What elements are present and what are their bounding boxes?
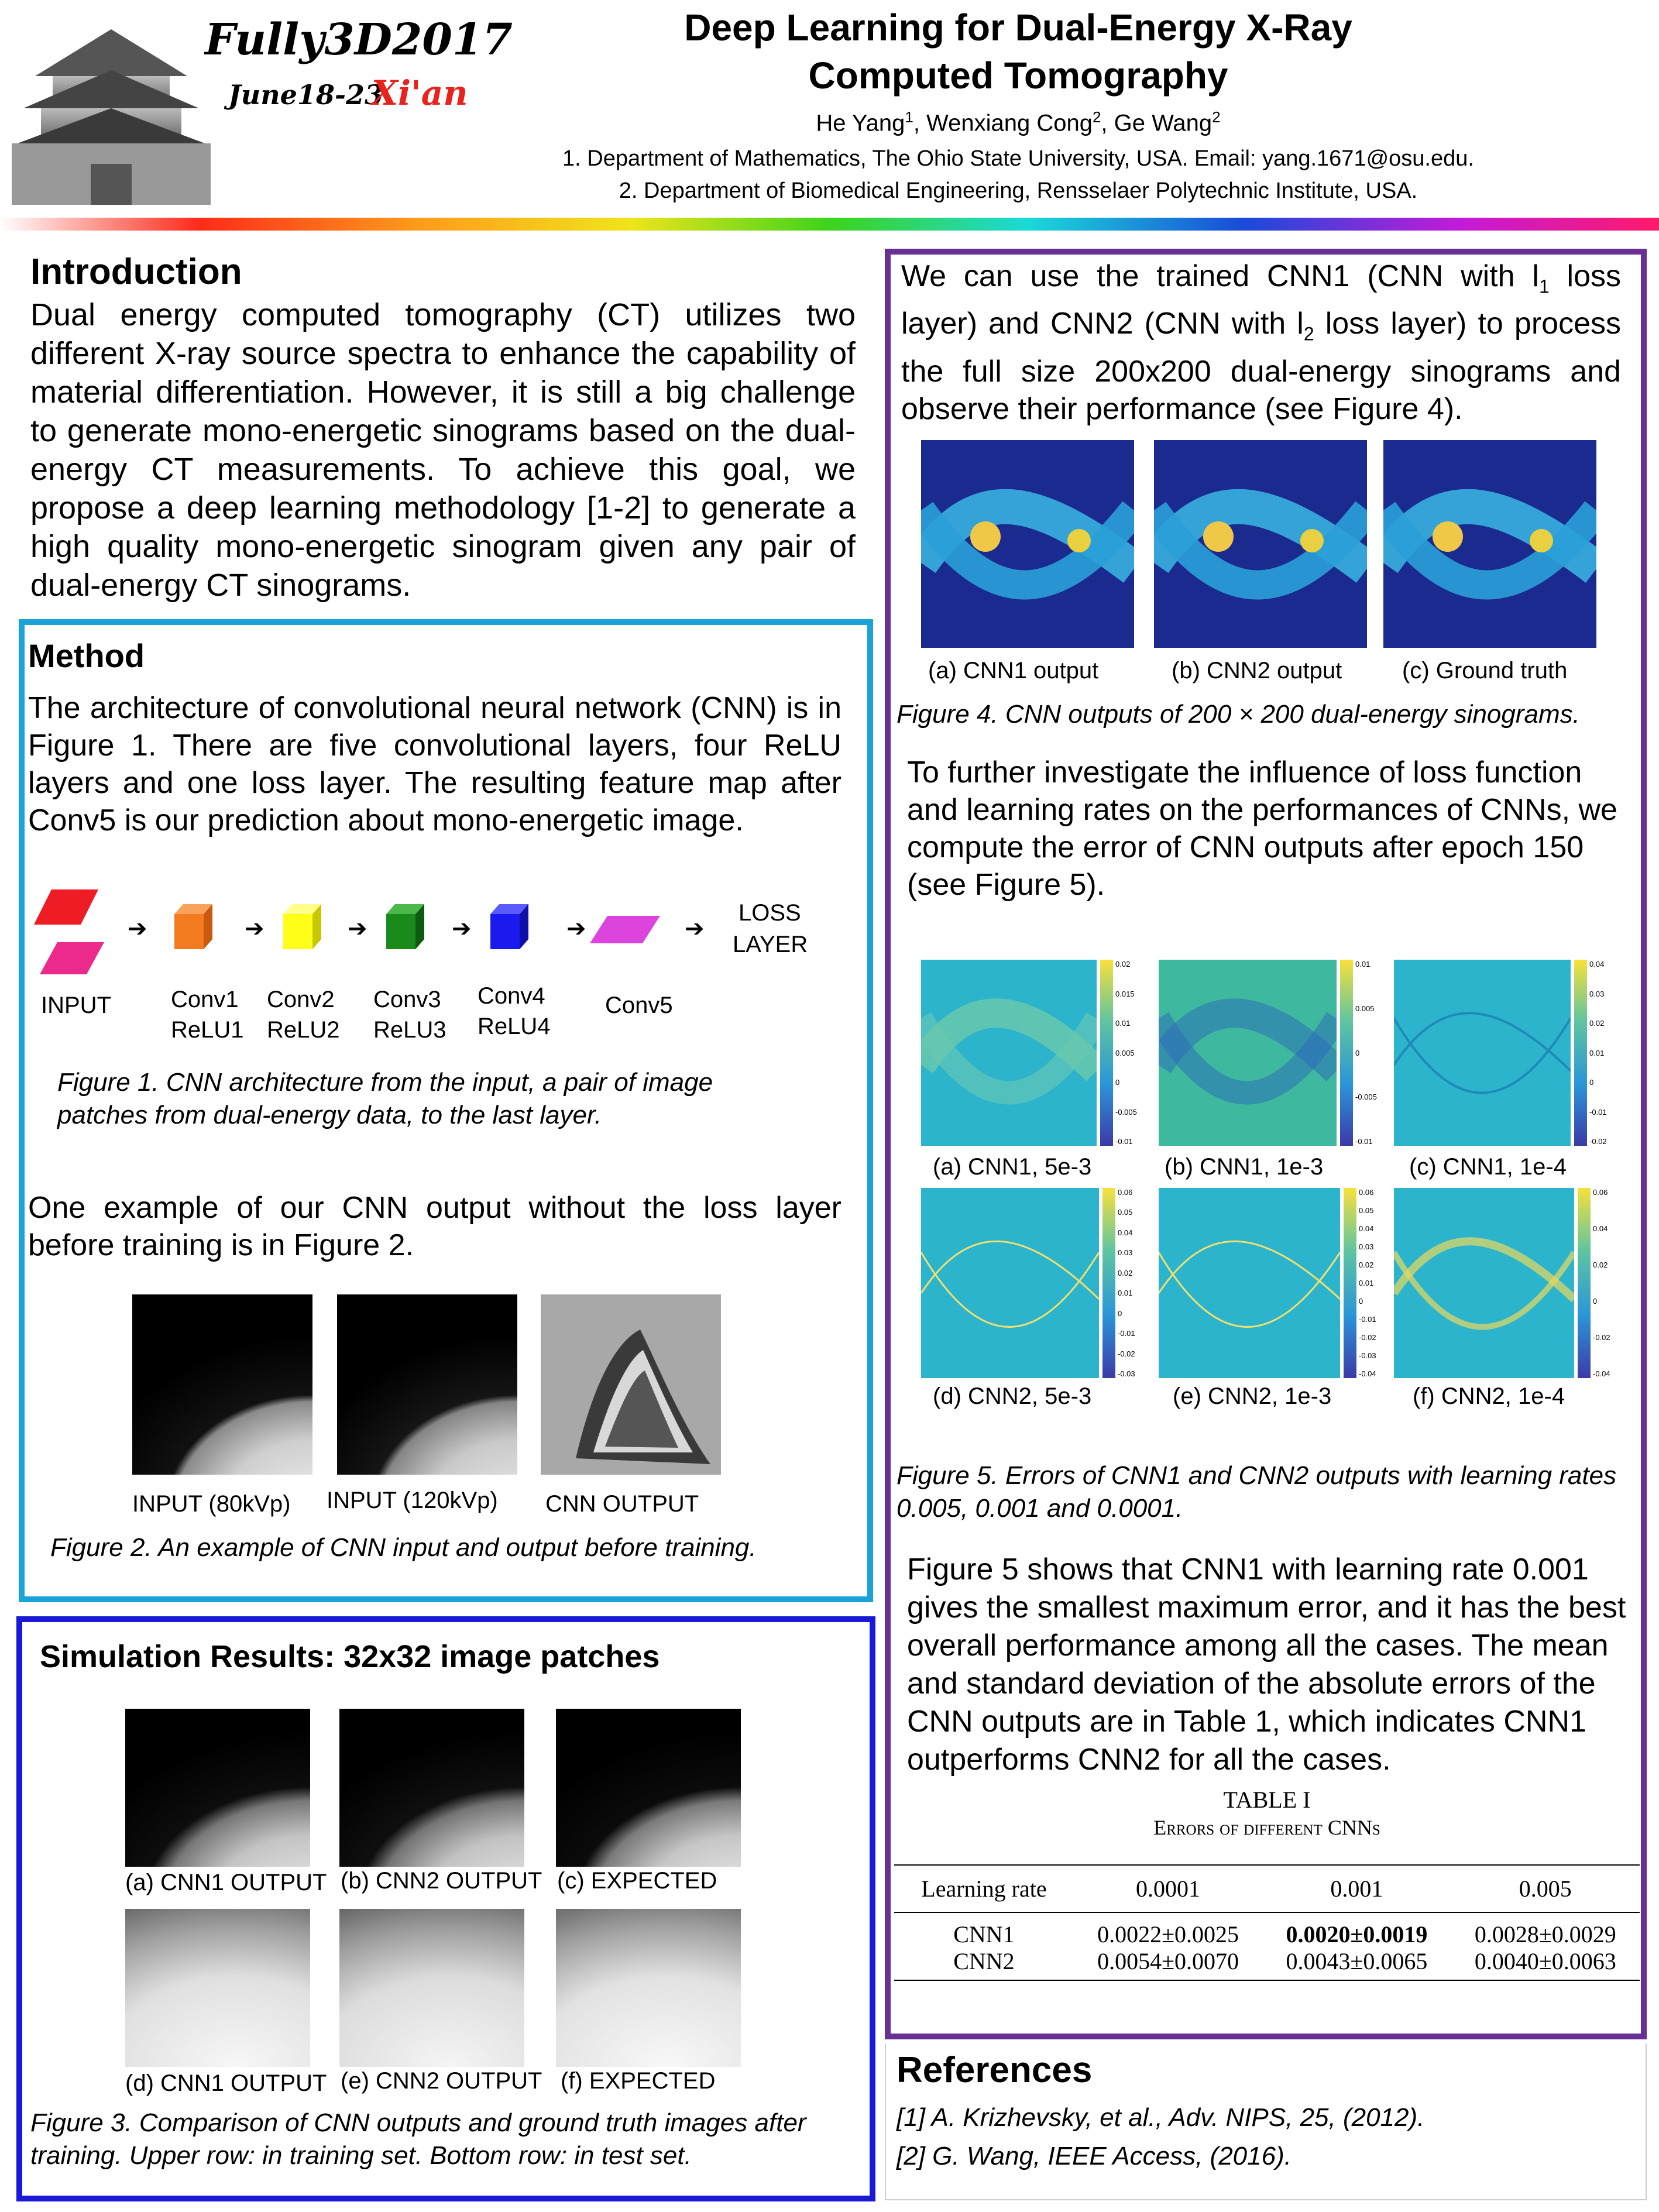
table-cell: 0.0054±0.0070: [1097, 1948, 1239, 1974]
cbar-tick: -0.04: [1593, 1369, 1610, 1378]
cbar-tick: -0.01: [1589, 1107, 1607, 1117]
fig5-label-a: (a) CNN1, 5e-3: [933, 1154, 1092, 1180]
layer-label-relu1: ReLU1: [171, 1017, 244, 1043]
cbar-tick: -0.02: [1359, 1333, 1376, 1342]
cbar-tick: -0.005: [1115, 1107, 1137, 1117]
fig4-label-b: (b) CNN2 output: [1172, 658, 1342, 683]
arrow-4: ➔: [452, 916, 472, 942]
arrow-3: ➔: [348, 916, 367, 942]
fig3-label-f: (f) EXPECTED: [561, 2068, 716, 2094]
fig5-b-ticks: [1355, 960, 1390, 1146]
cbar-tick: -0.02: [1118, 1349, 1135, 1358]
cbar-tick: 0.04: [1359, 1224, 1374, 1233]
cbar-tick: 0.01: [1359, 1279, 1374, 1287]
fig5-e-ticks: [1359, 1188, 1394, 1378]
cbar-tick: 0.01: [1115, 1019, 1131, 1028]
right-text-1-b: loss layer) and CNN2 (CNN with l: [901, 259, 1621, 341]
table-row: [894, 1912, 1640, 1948]
table-header-cell: 0.001: [1330, 1876, 1383, 1902]
logo-name: Fully3D2017: [205, 15, 513, 65]
arrow-6: ➔: [685, 916, 705, 942]
introduction-section: [30, 249, 856, 604]
cbar-tick: 0.06: [1593, 1188, 1608, 1197]
author-3-sup: 2: [1212, 108, 1221, 126]
fig5-e-error-map: [1159, 1188, 1340, 1378]
introduction-heading: Introduction: [30, 252, 242, 292]
cbar-tick: 0.03: [1118, 1248, 1133, 1258]
fig2-cnn-output-image: [541, 1294, 721, 1475]
cbar-tick: 0.06: [1118, 1188, 1133, 1197]
cbar-tick: 0.02: [1115, 960, 1131, 968]
fig3-cnn2-output-train-image: [339, 1709, 524, 1867]
fig5-b-error-map: [1159, 960, 1337, 1146]
table-cell: 0.0043±0.0065: [1286, 1948, 1428, 1974]
figure4-caption: Figure 4. CNN outputs of 200 × 200 dual-energy sinograms.: [897, 700, 1580, 729]
cbar-tick: 0.01: [1589, 1048, 1605, 1057]
fig2-label-cnn-output: CNN OUTPUT: [545, 1491, 699, 1517]
author-2: , Wenxiang Cong: [913, 110, 1093, 136]
logo: [12, 6, 513, 205]
right-text-1-sub1: 1: [1538, 276, 1550, 297]
cbar-tick: -0.01: [1355, 1137, 1373, 1146]
simulation-heading: Simulation Results: 32x32 image patches: [40, 1639, 660, 1674]
cbar-tick: -0.01: [1115, 1137, 1133, 1146]
poster-title-line1: Deep Learning for Dual-Energy X-Ray: [684, 6, 1352, 49]
conv3-cube-icon: [386, 904, 424, 949]
cbar-tick: 0.04: [1589, 960, 1605, 968]
figure2-caption: Figure 2. An example of CNN input and output before training.: [50, 1533, 757, 1562]
author-1: He Yang: [816, 110, 905, 136]
cbar-tick: -0.02: [1593, 1333, 1610, 1342]
table-cell: CNN1: [953, 1921, 1015, 1947]
table-cell: 0.0028±0.0029: [1474, 1921, 1616, 1947]
author-3: , Ge Wang: [1101, 110, 1213, 136]
poster-title-line2: Computed Tomography: [808, 54, 1228, 97]
fig4-ground-truth-image: [1383, 440, 1596, 648]
affiliation-2: 2. Department of Biomedical Engineering, Rensselaer Polytechnic Institute, USA.: [619, 178, 1418, 203]
fig5-label-b: (b) CNN1, 1e-3: [1165, 1154, 1324, 1180]
fig2-label-80kvp: INPUT (80kVp): [132, 1491, 291, 1517]
method-heading: Method: [28, 637, 145, 674]
cbar-tick: 0.04: [1118, 1228, 1133, 1237]
method-text: The architecture of convolutional neural network (CNN) is in Figure 1. There are five convolutional layers, four ReLU layers and one loss layer. The resulting feature map after Conv5 is our prediction about mono-energetic image.: [28, 691, 841, 837]
cbar-tick: 0: [1118, 1308, 1122, 1318]
cbar-tick: -0.01: [1118, 1329, 1135, 1338]
right-text-1: [901, 257, 1621, 428]
right-text-1-sub2: 2: [1303, 323, 1314, 345]
cbar-tick: -0.03: [1359, 1351, 1376, 1360]
fig4-cnn2-output-image: [1154, 440, 1367, 648]
conv2-cube-icon: [283, 904, 321, 949]
reference-1: [1] A. Krizhevsky, et al., Adv. NIPS, 25, (2012).: [897, 2103, 1425, 2132]
cbar-tick: -0.01: [1359, 1315, 1376, 1324]
cbar-tick: -0.02: [1589, 1137, 1607, 1146]
cbar-tick: 0: [1593, 1297, 1598, 1306]
fig2-label-120kvp: INPUT (120kVp): [327, 1488, 498, 1513]
table-header-row: [894, 1865, 1640, 1912]
table-cell-best: 0.0020±0.0019: [1286, 1921, 1428, 1947]
cbar-tick: 0.02: [1589, 1019, 1605, 1028]
table1: [894, 1864, 1640, 1981]
fig5-d-error-map: [921, 1188, 1099, 1378]
introduction-text: Dual energy computed tomography (CT) utilizes two different X-ray source spectra to enhance the capability of material differentiation. However, it is still a big challenge to generate mono-energetic sinograms based on the dual-energy CT measurements. To achieve this goal, we propose a deep learning methodology [1-2] to generate a high quality mono-energetic sinogram given any pair of dual-energy CT sinograms.: [30, 297, 856, 603]
layer-label-conv2: Conv2: [267, 987, 335, 1012]
layer-label-relu3: ReLU3: [373, 1017, 446, 1043]
fig3-label-d: (d) CNN1 OUTPUT: [125, 2070, 327, 2096]
fig4-label-a: (a) CNN1 output: [928, 658, 1099, 683]
input-label: INPUT: [41, 992, 111, 1018]
fig5-label-c: (c) CNN1, 1e-4: [1409, 1154, 1567, 1180]
right-text-3: Figure 5 shows that CNN1 with learning rate 0.001 gives the smallest maximum error, and it has the best overall performance among all the cases. The mean and standard deviation of the absolute errors of the CNN outputs are in Table 1, which indicates CNN1 outperforms CNN2 for all the cases.: [907, 1552, 1626, 1777]
right-text-2: To further investigate the influence of loss function and learning rates on the performances of CNNs, we compute the error of CNN outputs after epoch 150 (see Figure 5).: [907, 755, 1617, 902]
arrow-1: ➔: [128, 916, 147, 942]
figure3-caption: Figure 3. Comparison of CNN outputs and ground truth images after training. Upper row: in training set. Bottom row: in test set.: [30, 2108, 806, 2170]
layer-label-relu2: ReLU2: [267, 1017, 340, 1043]
right-text-1-c: loss layer) to process the full size 200x200 dual-energy sinograms and observe their performance (see Figure 4).: [901, 307, 1621, 426]
fig3-cnn1-output-train-image: [125, 1709, 310, 1867]
fig5-e-colorbar: [1344, 1188, 1356, 1378]
fig3-expected-train-image: [556, 1709, 741, 1867]
fig4-label-c: (c) Ground truth: [1402, 658, 1568, 683]
cbar-tick: 0.005: [1115, 1048, 1135, 1057]
input-patch-120kvp-icon: [40, 942, 104, 974]
fig3-expected-test-image: [556, 1909, 741, 2067]
right-text-1-a: We can use the trained CNN1 (CNN with l: [901, 259, 1539, 293]
cbar-tick: 0.01: [1355, 960, 1371, 968]
conv1-cube-icon: [174, 904, 212, 949]
cbar-tick: -0.005: [1355, 1093, 1377, 1102]
table-header-cell: 0.0001: [1136, 1876, 1201, 1902]
fig5-d-ticks: [1118, 1188, 1153, 1378]
cbar-tick: 0.03: [1589, 989, 1605, 998]
fig5-label-d: (d) CNN2, 5e-3: [933, 1383, 1092, 1409]
fig2-input-120kvp-image: [337, 1294, 517, 1475]
cbar-tick: 0.005: [1355, 1004, 1375, 1013]
fig5-d-colorbar: [1102, 1188, 1115, 1378]
fig3-label-c: (c) EXPECTED: [557, 1868, 717, 1894]
figure5-caption: Figure 5. Errors of CNN1 and CNN2 outputs with learning rates 0.005, 0.001 and 0.0001.: [897, 1461, 1617, 1523]
layer-label-conv1: Conv1: [171, 987, 239, 1012]
conv5-label: Conv5: [605, 992, 673, 1018]
fig2-input-80kvp-image: [132, 1294, 312, 1475]
cbar-tick: -0.03: [1118, 1369, 1135, 1378]
table-row: [894, 1948, 1640, 1980]
fig5-label-e: (e) CNN2, 1e-3: [1173, 1383, 1332, 1409]
references-heading: References: [897, 2050, 1093, 2090]
fig4-cnn1-output-image: [921, 440, 1134, 648]
cbar-tick: 0: [1355, 1048, 1360, 1057]
fig5-a-colorbar: [1100, 960, 1113, 1146]
fig5-a-error-map: [921, 960, 1097, 1146]
cbar-tick: 0.05: [1359, 1206, 1374, 1215]
author-1-sup: 1: [905, 108, 913, 126]
fig5-f-colorbar: [1578, 1188, 1591, 1378]
fig5-label-f: (f) CNN2, 1e-4: [1413, 1383, 1565, 1409]
cbar-tick: 0: [1115, 1078, 1120, 1087]
table1-grid: [894, 1864, 1640, 1981]
affiliation-1: 1. Department of Mathematics, The Ohio State University, USA. Email: yang.1671@osu.edu.: [562, 146, 1474, 171]
cbar-tick: 0: [1589, 1078, 1594, 1087]
loss-label-line1: LOSS: [739, 900, 801, 926]
cbar-tick: 0.03: [1359, 1242, 1374, 1251]
conv5-patch-icon: [590, 916, 660, 943]
table1-subtitle: Errors of different CNNs: [1153, 1816, 1380, 1839]
fig5-f-error-map: [1394, 1188, 1574, 1378]
cbar-tick: 0.02: [1359, 1260, 1374, 1269]
authors: [503, 108, 1533, 136]
cbar-tick: -0.04: [1359, 1369, 1376, 1378]
cbar-tick: 0.06: [1359, 1188, 1374, 1197]
table-cell: CNN2: [953, 1948, 1015, 1974]
conv4-cube-icon: [490, 904, 528, 949]
fig5-c-colorbar: [1574, 960, 1587, 1146]
fig3-cnn1-output-test-image: [125, 1909, 310, 2067]
cbar-tick: 0.015: [1115, 989, 1135, 998]
arrow-2: ➔: [245, 916, 265, 942]
layer-label-conv4: Conv4: [478, 983, 545, 1009]
fig3-label-e: (e) CNN2 OUTPUT: [341, 2068, 542, 2094]
fig3-label-a: (a) CNN1 OUTPUT: [125, 1870, 327, 1895]
input-patch-80kvp-icon: [34, 889, 98, 925]
fig5-c-error-map: [1394, 960, 1571, 1146]
rainbow-divider: [0, 218, 1659, 231]
cbar-tick: 0.04: [1593, 1224, 1608, 1233]
table-cell: 0.0022±0.0025: [1097, 1921, 1239, 1947]
cbar-tick: 0.02: [1118, 1268, 1133, 1277]
table-header-cell: Learning rate: [921, 1876, 1047, 1902]
arrow-5: ➔: [566, 916, 586, 942]
logo-dates: June18-23: [228, 79, 384, 111]
author-2-sup: 2: [1092, 108, 1101, 126]
fig5-a-ticks: [1115, 960, 1150, 1146]
layer-label-conv3: Conv3: [373, 987, 441, 1012]
table-header-cell: 0.005: [1519, 1876, 1572, 1902]
reference-2: [2] G. Wang, IEEE Access, (2016).: [897, 2142, 1292, 2170]
table-cell: 0.0040±0.0063: [1474, 1948, 1616, 1974]
table1-title: TABLE I: [1223, 1787, 1311, 1813]
logo-city: Xi'an: [372, 73, 468, 113]
loss-label-line2: LAYER: [733, 932, 808, 957]
fig5-b-colorbar: [1340, 960, 1353, 1146]
cbar-tick: 0.01: [1118, 1289, 1133, 1298]
layer-label-relu4: ReLU4: [478, 1014, 551, 1039]
figure1-caption: Figure 1. CNN architecture from the input, a pair of image patches from dual-energy data, to the last layer.: [57, 1068, 713, 1129]
cbar-tick: 0.02: [1593, 1260, 1608, 1269]
cbar-tick: 0: [1359, 1297, 1363, 1306]
cbar-tick: 0.05: [1118, 1208, 1133, 1217]
fig3-cnn2-output-test-image: [339, 1909, 524, 2067]
fig3-label-b: (b) CNN2 OUTPUT: [341, 1868, 542, 1894]
method-text-2: One example of our CNN output without the loss layer before training is in Figure 2.: [28, 1191, 841, 1262]
fig5-c-ticks: [1589, 960, 1624, 1146]
fig5-f-ticks: [1593, 1188, 1628, 1378]
